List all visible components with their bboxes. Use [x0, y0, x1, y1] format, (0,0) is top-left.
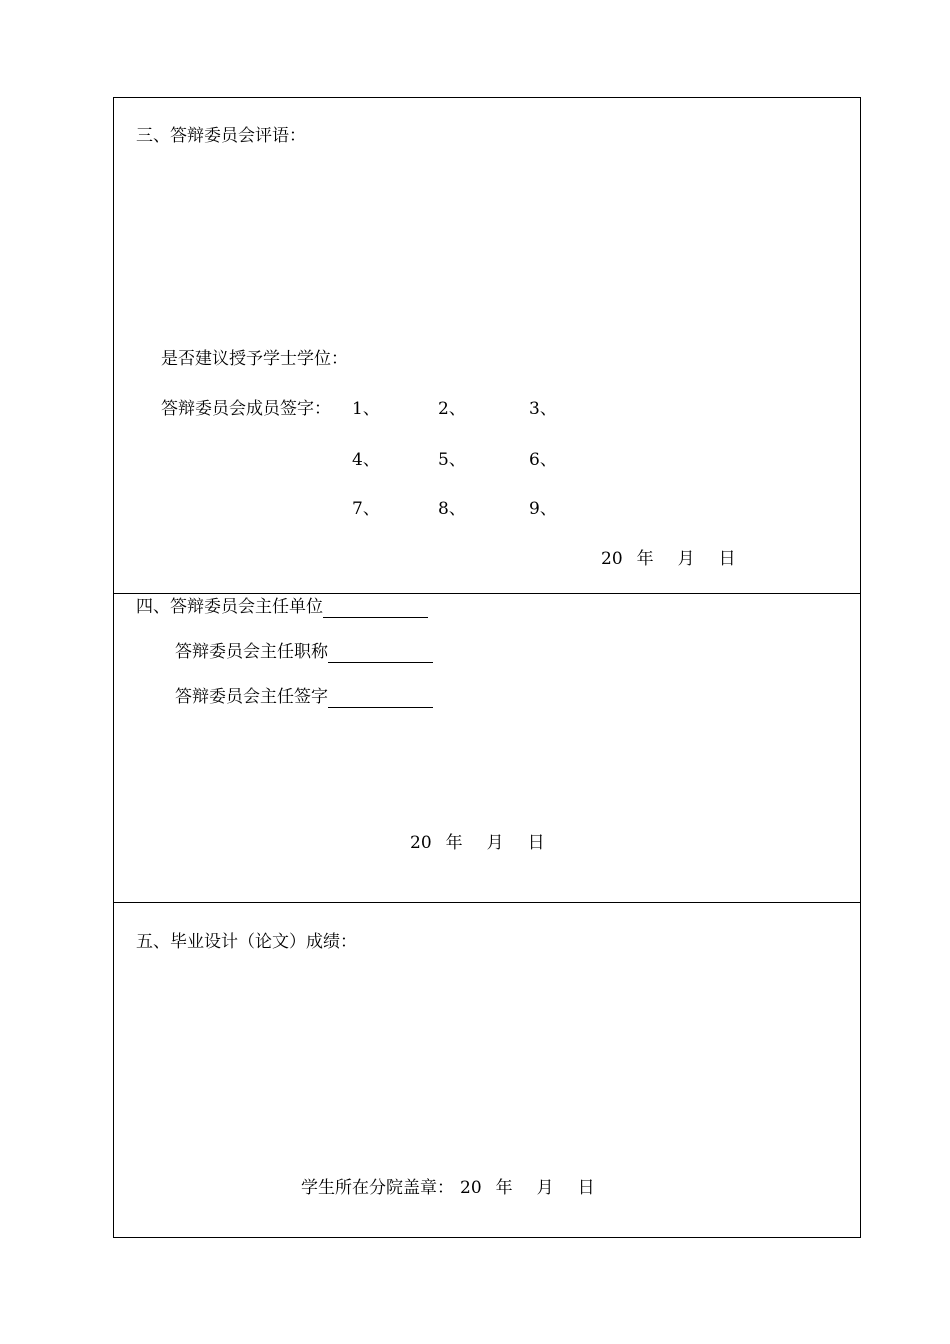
college-seal-line — [301, 1177, 595, 1199]
chair-title-line — [175, 641, 433, 663]
member-signature-slot-9: 9、 — [529, 499, 557, 519]
date-year-label: 年 — [636, 549, 654, 569]
date-month-label: 月 — [486, 833, 504, 853]
member-signature-slot-8: 8、 — [438, 499, 466, 519]
member-signature-slot-7: 7、 — [352, 499, 380, 519]
chair-signature-label: 答辩委员会主任签字 — [175, 687, 328, 707]
thesis-grade-heading: 五、毕业设计（论文）成绩： — [136, 932, 357, 952]
thesis-grade-section — [114, 902, 860, 1238]
chair-signature-blank[interactable] — [328, 689, 433, 708]
date-day-label: 日 — [527, 833, 545, 853]
date-year-prefix: 20 — [460, 1178, 482, 1198]
member-signature-label: 答辩委员会成员签字： — [161, 399, 331, 419]
committee-comments-date — [601, 548, 736, 570]
member-signature-slot-5: 5、 — [438, 450, 466, 470]
chair-date — [410, 832, 545, 854]
date-year-label: 年 — [495, 1178, 513, 1198]
date-month-label: 月 — [677, 549, 695, 569]
member-signature-slot-4: 4、 — [352, 450, 380, 470]
chair-section-prefix: 四、 — [136, 597, 170, 617]
chair-unit-line — [136, 596, 428, 618]
committee-comments-section — [114, 98, 860, 593]
date-day-label: 日 — [577, 1178, 595, 1198]
college-seal-label: 学生所在分院盖章： — [301, 1178, 454, 1198]
date-year-label: 年 — [445, 833, 463, 853]
member-signature-slot-2: 2、 — [438, 399, 466, 419]
date-year-prefix: 20 — [410, 833, 432, 853]
member-signature-slot-6: 6、 — [529, 450, 557, 470]
member-signature-slot-1: 1、 — [352, 399, 380, 419]
date-day-label: 日 — [718, 549, 736, 569]
evaluation-form-table — [113, 97, 861, 1238]
date-month-label: 月 — [536, 1178, 554, 1198]
date-year-prefix: 20 — [601, 549, 623, 569]
chair-title-blank[interactable] — [328, 644, 433, 663]
chair-title-label: 答辩委员会主任职称 — [175, 642, 328, 662]
committee-comments-heading: 三、答辩委员会评语： — [136, 126, 306, 146]
committee-chair-section — [114, 593, 860, 902]
chair-unit-blank[interactable] — [323, 599, 428, 618]
chair-signature-line — [175, 686, 433, 708]
chair-unit-label: 答辩委员会主任单位 — [170, 597, 323, 617]
degree-recommendation-label: 是否建议授予学士学位： — [161, 349, 348, 369]
member-signature-slot-3: 3、 — [529, 399, 557, 419]
